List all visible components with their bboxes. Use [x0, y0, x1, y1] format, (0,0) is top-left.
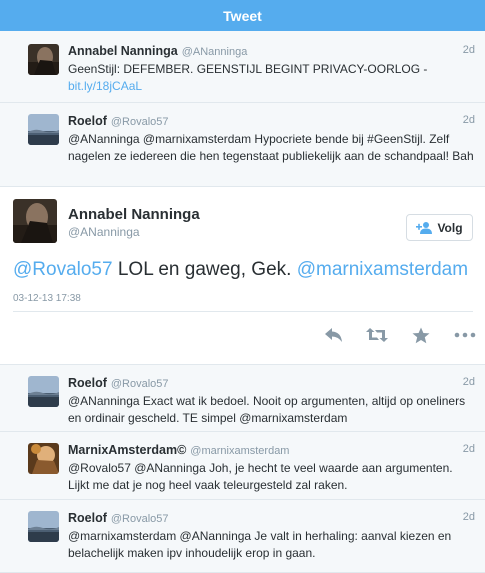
author-handle[interactable]: @Rovalo57: [110, 116, 169, 128]
mention-link[interactable]: @marnixamsterdam: [296, 259, 469, 280]
author-name[interactable]: Annabel Nanninga: [68, 44, 178, 58]
divider: [13, 311, 473, 312]
author-handle[interactable]: @ANanninga: [181, 46, 248, 58]
tweet-text-prefix: GeenStijl: DEFEMBER. GEENSTIJL BEGINT PRIVACY-OORLOG -: [68, 62, 428, 76]
tweet-actions: [0, 325, 485, 349]
tweet-text: @ANanninga @marnixamsterdam Hypocriete bende bij #GeenStijl. Zelf nagelen ze iedereen die hen tegenstaat publiekelijk aan de schandpaal! Bah: [68, 132, 474, 163]
tweet-text: [68, 61, 475, 95]
follow-button[interactable]: [406, 214, 473, 241]
more-icon[interactable]: [453, 325, 477, 345]
author-name[interactable]: Roelof: [68, 511, 107, 525]
reply-icon[interactable]: [322, 325, 346, 345]
avatar[interactable]: [28, 511, 59, 542]
tweet-time: 2d: [462, 44, 475, 56]
tweet-time: 2d: [462, 114, 475, 126]
author-handle[interactable]: @ANanninga: [68, 225, 140, 239]
tweet-time: 2d: [462, 511, 475, 523]
avatar[interactable]: [28, 114, 59, 145]
follow-label: Volg: [437, 220, 463, 235]
tweet-text-body: LOL en gaweg, Gek.: [112, 259, 297, 280]
author-name[interactable]: MarnixAmsterdam©: [68, 443, 187, 457]
retweet-icon[interactable]: [365, 325, 389, 345]
top-bar: [0, 0, 485, 31]
author-handle[interactable]: @Rovalo57: [110, 513, 169, 525]
page-title: Tweet: [223, 7, 262, 24]
tweet-time: 2d: [462, 376, 475, 388]
avatar[interactable]: [13, 199, 57, 243]
tweet-link[interactable]: bit.ly/18jCAaL: [68, 79, 143, 93]
tweet-text: @Rovalo57 @ANanninga Joh, je hecht te veel waarde aan argumenten. Lijkt me dat je nog heel vaak teleurgesteld zal raken.: [68, 461, 453, 492]
author-name[interactable]: Roelof: [68, 376, 107, 390]
reply-tweet-3[interactable]: [0, 500, 485, 573]
avatar[interactable]: [28, 443, 59, 474]
tweet-timestamp: 03-12-13 17:38: [13, 293, 81, 304]
author-handle[interactable]: @Rovalo57: [110, 378, 169, 390]
mention-link[interactable]: @Rovalo57: [13, 259, 113, 280]
reply-tweet-1[interactable]: [0, 365, 485, 432]
ancestor-tweet-2[interactable]: [0, 103, 485, 187]
avatar[interactable]: [28, 376, 59, 407]
favorite-icon[interactable]: [409, 325, 433, 345]
tweet-text: [13, 259, 468, 281]
main-tweet: [0, 187, 485, 365]
tweet-text: @marnixamsterdam @ANanninga Je valt in herhaling: aanval kiezen en belachelijk maken ipv inhoudelijk erop in gaan.: [68, 529, 452, 560]
tweet-time: 2d: [462, 443, 475, 455]
ancestor-tweet-1[interactable]: [0, 31, 485, 103]
author-handle[interactable]: @marnixamsterdam: [190, 445, 290, 457]
reply-tweet-2[interactable]: [0, 432, 485, 500]
author-name[interactable]: Roelof: [68, 114, 107, 128]
add-user-icon: [416, 221, 432, 234]
avatar[interactable]: [28, 44, 59, 75]
author-name[interactable]: Annabel Nanninga: [68, 206, 200, 223]
tweet-text: @ANanninga Exact wat ik bedoel. Nooit op argumenten, altijd op oneliners en ordinair gescheld. TE simpel @marnixamsterdam: [68, 394, 466, 425]
